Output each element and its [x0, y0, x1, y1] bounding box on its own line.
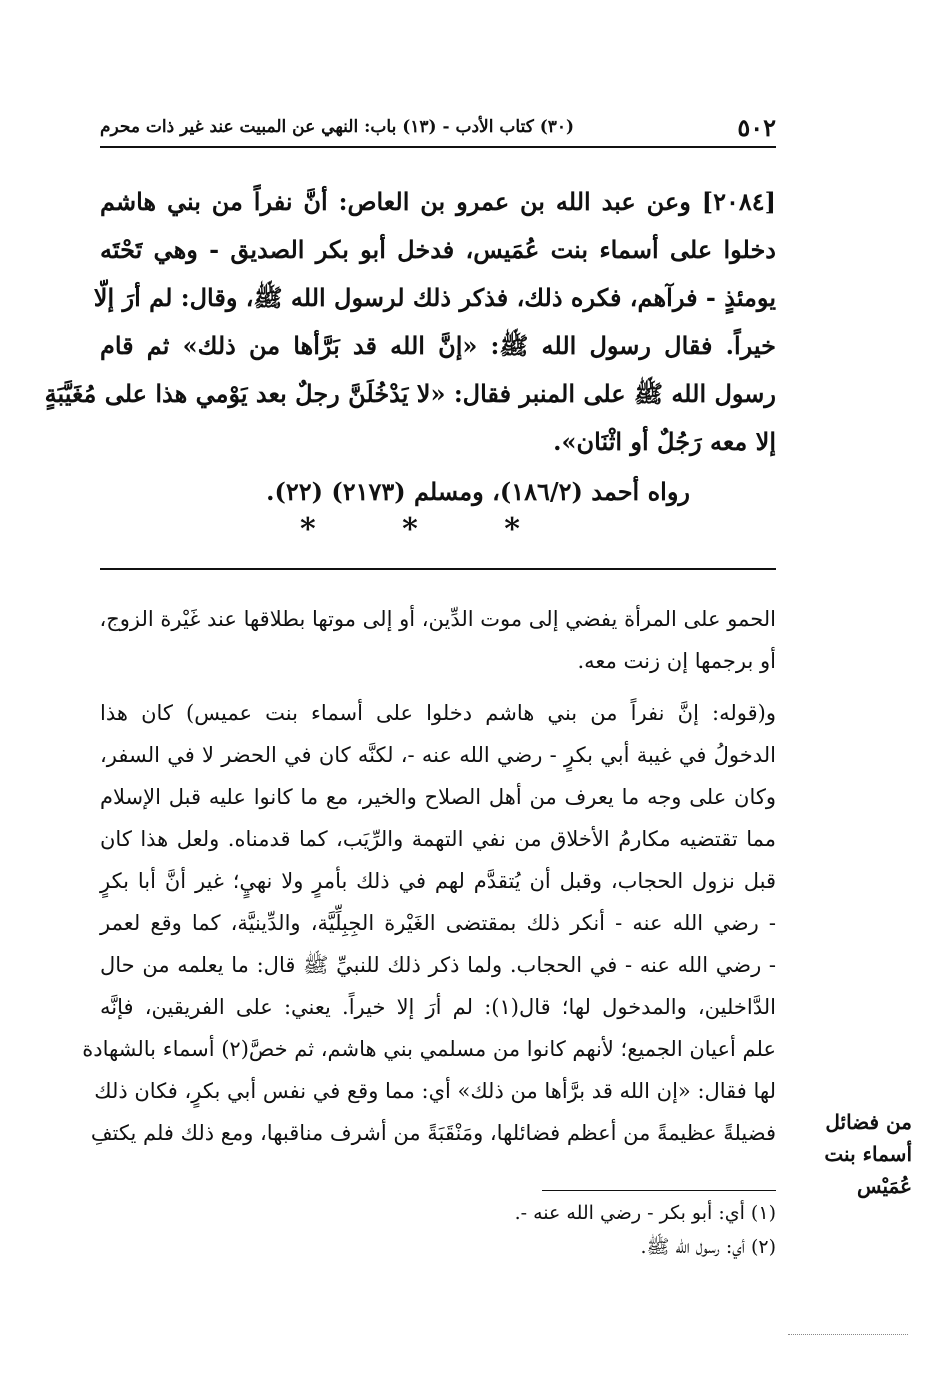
commentary-line: أو برجمها إن زنت معه. — [577, 649, 776, 673]
hadith-source: رواه أحمد (١٨٦/٢)، ومسلم (٢١٧٣) (٢٢). — [266, 477, 690, 506]
commentary-line: - رضي الله عنه - أنكر ذلك بمقتضى الغَيْرة الجِبِلِّيَّة، والدِّينيَّة، كما وقع لعمر — [100, 911, 776, 935]
footnotes — [100, 1196, 776, 1264]
commentary-line: و(قوله: إنَّ نفراً من بني هاشم دخلوا على أسماء بنت عميس) كان هذا — [100, 701, 776, 725]
commentary-line: الدخولُ في غيبة أبي بكرٍ - رضي الله عنه -، لكنَّه كان في الحضر لا في السفر، — [100, 743, 776, 767]
commentary-line: قبل نزول الحجاب، وقبل أن يُتقدَّم لهم في ذلك بأمرٍ ولا نهيٍ؛ غير أنَّ أبا بكرٍ — [100, 869, 776, 893]
margin-note-line: أسماء بنت — [824, 1142, 912, 1166]
header-rule — [100, 146, 776, 148]
separator-star: * — [300, 512, 316, 547]
running-title: (٣٠) كتاب الأدب - (١٣) باب: النهي عن المبيت عند غير ذات محرم — [100, 117, 575, 137]
commentary-line: مما تقتضيه مكارمُ الأخلاق من نفي التهمة والرِّيَب، كما قدمناه. ولعل هذا كان — [100, 827, 776, 851]
footnote: (١) أي: أبو بكر - رضي الله عنه -. — [514, 1202, 776, 1224]
footnote-rule — [542, 1190, 776, 1191]
hadith-text — [44, 178, 776, 466]
footnote: (٢) أي: رسول الله ﷺ. — [640, 1236, 776, 1258]
separator-star: * — [402, 512, 418, 547]
hadith-line: إلا معه رَجُلٌ أو اثْنَان». — [553, 427, 776, 456]
page-header — [100, 112, 776, 142]
commentary-rule — [100, 568, 776, 570]
margin-note-line: عُمَيْس — [856, 1174, 912, 1198]
hadith-line: دخلوا على أسماء بنت عُمَيس، فدخل أبو بكر الصديق - وهي تَحْتَه — [100, 235, 776, 264]
separator-star: * — [504, 512, 520, 547]
commentary-line: لها فقال: «إن الله قد برَّأها من ذلك» أي: مما وقع في نفس أبي بكرٍ، فكان ذلك — [94, 1079, 776, 1103]
commentary-line: فضيلةً عظيمةً من أعظم فضائلها، ومَنْقَبَةً من أشرف مناقبها، ومع ذلك فلم يكتفِ — [90, 1121, 776, 1145]
commentary-line: الدَّاخلين، والمدخول لها؛ قال(١): لم أرَ إلا خيراً. يعني: على الفريقين، فإنَّه — [100, 995, 776, 1019]
commentary-line: الحمو على المرأة يفضي إلى موت الدِّين، أو إلى موتها بطلاقها عند غَيْرة الزوج، — [99, 607, 776, 631]
hadith-line: يومئذٍ - فرآهم، فكره ذلك، فذكر ذلك لرسول الله ﷺ، وقال: لم أرَ إلّا — [93, 283, 776, 312]
commentary-paragraph — [82, 692, 776, 1154]
scan-artifact — [788, 1334, 908, 1335]
commentary-line: علم أعيان الجميع؛ لأنهم كانوا من مسلمي بني هاشم، ثم خصَّ(٢) أسماء بالشهادة — [82, 1037, 776, 1061]
section-separator — [300, 512, 520, 547]
page-number: ٥٠٢ — [737, 112, 776, 142]
margin-note — [800, 1106, 912, 1202]
commentary-line: وكان على وجه ما يعرف من أهل الصلاح والخير، مع ما كانوا عليه قبل الإسلام — [100, 785, 776, 809]
margin-note-line: من فضائل — [825, 1110, 912, 1134]
commentary-paragraph — [100, 598, 776, 682]
commentary-text — [82, 598, 776, 1154]
commentary-line: - رضي الله عنه - في الحجاب. ولما ذكر ذلك للنبيِّ ﷺ قال: ما يعلمه من حال — [100, 953, 776, 977]
hadith-line: [٢٠٨٤] وعن عبد الله بن عمرو بن العاص: أنَّ نفراً من بني هاشم — [100, 187, 776, 216]
hadith-line: رسول الله ﷺ على المنبر فقال: «لا يَدْخُلَنَّ رجلٌ بعد يَوْمي هذا على مُغَيَّبَةٍ — [44, 379, 776, 408]
hadith-line: خيراً. فقال رسول الله ﷺ: «إنَّ الله قد بَرَّأها من ذلك» ثم قام — [100, 331, 776, 360]
